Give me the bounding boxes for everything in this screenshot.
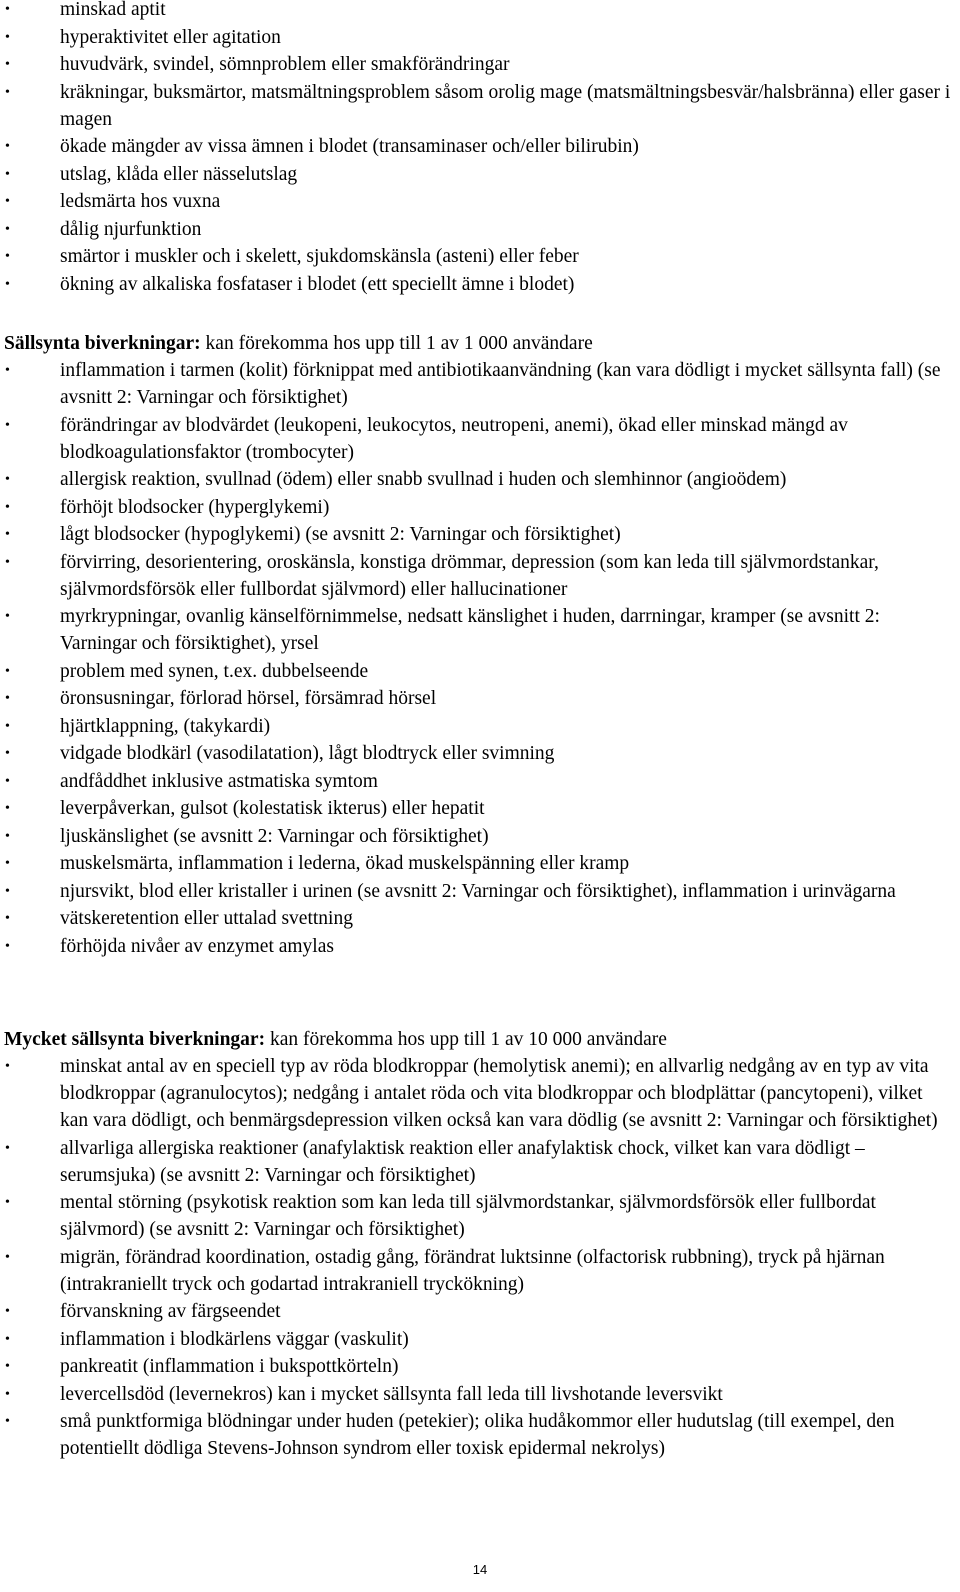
bullet-list <box>0 0 960 298</box>
bullet-icon: • <box>5 911 10 926</box>
list-item <box>0 658 960 685</box>
list-item <box>0 188 960 215</box>
list-item-text: utslag, klåda eller nässelutslag <box>60 163 298 185</box>
bullet-icon: • <box>5 609 10 624</box>
bullet-icon: • <box>5 84 10 100</box>
list-item-text: hjärtklappning, (takykardi) <box>60 715 271 737</box>
bullet-icon: • <box>5 883 10 899</box>
bullet-icon: • <box>5 29 10 45</box>
list-item-text: myrkrypningar, ovanlig känselförnimmelse, nedsatt känslighet i huden, darrningar, kramper (se avsnitt 2: Varningar och försiktighet), yrsel <box>60 606 880 654</box>
list-item-text: ökning av alkaliska fosfataser i blodet (ett speciellt ämne i blodet) <box>60 273 575 295</box>
bullet-icon: • <box>5 527 10 542</box>
bullet-icon: • <box>5 663 10 679</box>
list-item-text: små punktformiga blödningar under huden (petekier); olika hudåkommor eller hudutslag (till exempel, den potentiellt dödliga Stevens-Johnson syndrom eller toxisk epidermal nekrolys) <box>60 1411 895 1459</box>
list-item-text: andfåddhet inklusive astmatiska symtom <box>60 770 378 792</box>
list-item <box>0 795 960 822</box>
bullet-icon: • <box>5 1140 10 1156</box>
bullet-icon: • <box>5 1331 10 1347</box>
list-item-text: vidgade blodkärl (vasodilatation), lågt blodtryck eller svimning <box>60 743 555 764</box>
list-item-text: ökade mängder av vissa ämnen i blodet (transaminaser och/eller bilirubin) <box>60 136 639 157</box>
list-item <box>0 549 960 603</box>
list-item-text: inflammation i tarmen (kolit) förknippat med antibiotikaanvändning (kan vara dödligt i mycket sällsynta fall) (se avsnitt 2: Varningar och försiktighet) <box>60 360 941 408</box>
bullet-icon: • <box>5 1386 10 1402</box>
rare-heading-bold: Sällsynta biverkningar: <box>4 333 201 354</box>
list-item <box>0 133 960 160</box>
list-item-text: ledsmärta hos vuxna <box>60 191 221 212</box>
bullet-icon: • <box>5 276 10 292</box>
list-item-text: förvanskning av färgseendet <box>60 1301 281 1322</box>
very-rare-section-heading <box>0 1026 960 1053</box>
list-item-text: ljuskänslighet (se avsnitt 2: Varningar och försiktighet) <box>60 825 489 847</box>
bullet-icon: • <box>5 1249 10 1265</box>
list-item-text: levercellsdöd (levernekros) kan i mycket sällsynta fall leda till livshotande leversvikt <box>60 1383 723 1405</box>
list-item <box>0 1189 960 1243</box>
bullet-icon: • <box>5 773 10 789</box>
list-item-text: mental störning (psykotisk reaktion som kan leda till självmordstankar, självmordsförsök eller fullbordat självmord) (se avsnitt 2: Varningar och försiktighet) <box>60 1192 876 1240</box>
bullet-icon: • <box>5 691 10 706</box>
list-item-text: kräkningar, buksmärtor, matsmältningsproblem såsom orolig mage (matsmältningsbesvär/halsbränna) eller gaser i magen <box>60 81 951 130</box>
rare-side-effects-section <box>0 330 960 960</box>
list-item <box>0 271 960 298</box>
bullet-icon: • <box>5 801 10 816</box>
list-item <box>0 494 960 521</box>
list-item <box>0 466 960 493</box>
list-item-text: förändringar av blodvärdet (leukopeni, leukocytos, neutropeni, anemi), ökad eller minskad mängd av blodkoagulationsfaktor (trombocyter) <box>60 414 848 463</box>
bullet-icon: • <box>5 1059 10 1074</box>
list-item <box>0 1326 960 1353</box>
list-item-text: allvarliga allergiska reaktioner (anafylaktisk reaktion eller anafylaktisk chock, vilket kan vara dödligt – serumsjuka) (se avsnitt 2: Varningar och försiktighet) <box>60 1137 865 1186</box>
list-item-text: inflammation i blodkärlens väggar (vaskulit) <box>60 1328 409 1350</box>
list-item <box>0 1353 960 1380</box>
bullet-icon: • <box>5 856 10 871</box>
list-item <box>0 1381 960 1408</box>
list-item <box>0 51 960 78</box>
list-item <box>0 878 960 905</box>
bullet-icon: • <box>5 554 10 570</box>
list-item <box>0 905 960 932</box>
list-item-text: hyperaktivitet eller agitation <box>60 26 281 48</box>
rare-section-heading <box>0 330 960 357</box>
list-item <box>0 713 960 740</box>
bullet-icon: • <box>5 938 10 954</box>
bullet-list <box>0 357 960 960</box>
list-item <box>0 161 960 188</box>
very-rare-heading-text: kan förekomma hos upp till 1 av 10 000 användare <box>265 1029 667 1050</box>
list-item-text: öronsusningar, förlorad hörsel, försämrad hörsel <box>60 688 437 709</box>
list-item-text: allergisk reaktion, svullnad (ödem) eller snabb svullnad i huden och slemhinnor (angioödem) <box>60 469 787 490</box>
list-item-text: dålig njurfunktion <box>60 218 202 240</box>
list-item-text: minskat antal av en speciell typ av röda blodkroppar (hemolytisk anemi); en allvarlig nedgång av en typ av vita blodkroppar (agranulocytos); nedgång i antalet röda och vita blodkroppar och blodplättar (pancytopeni), vilket kan vara dödligt, och benmärgsdepression vilken också kan vara dödlig (se avsnitt 2: Varningar och försiktighet) <box>60 1056 938 1131</box>
list-item-text: migrän, förändrad koordination, ostadig gång, förändrat luktsinne (olfactorisk rubbning), tryck på hjärnan (intrakraniellt tryck och godartad intrakraniell tryckökning) <box>60 1246 885 1295</box>
list-item-text: njursvikt, blod eller kristaller i urinen (se avsnitt 2: Varningar och försiktighet), inflammation i urinvägarna <box>60 880 896 902</box>
list-item <box>0 0 960 23</box>
list-item <box>0 685 960 712</box>
list-item-text: förvirring, desorientering, oroskänsla, konstiga drömmar, depression (som kan leda till självmordstankar, självmordsförsök eller fullbordat självmord) eller hallucinationer <box>60 551 879 600</box>
list-item-text: vätskeretention eller uttalad svettning <box>60 908 353 929</box>
list-item <box>0 850 960 877</box>
list-item-text: leverpåverkan, gulsot (kolestatisk ikterus) eller hepatit <box>60 798 485 819</box>
bullet-list <box>0 1053 960 1462</box>
bullet-icon: • <box>5 1304 10 1319</box>
bullet-icon: • <box>5 746 10 761</box>
page-number: 14 <box>472 1562 488 1577</box>
list-item-text: förhöjda nivåer av enzymet amylas <box>60 935 334 957</box>
bullet-icon: • <box>5 2 10 17</box>
list-item <box>0 768 960 795</box>
bullet-icon: • <box>5 57 10 72</box>
bullet-icon: • <box>5 499 10 515</box>
list-item <box>0 740 960 767</box>
list-item-text: smärtor i muskler och i skelett, sjukdomskänsla (asteni) eller feber <box>60 246 579 267</box>
bullet-icon: • <box>5 1359 10 1374</box>
list-item <box>0 603 960 657</box>
list-item <box>0 243 960 270</box>
list-item-text: förhöjt blodsocker (hyperglykemi) <box>60 496 330 518</box>
list-item <box>0 1053 960 1134</box>
list-item <box>0 412 960 466</box>
bullet-icon: • <box>5 221 10 237</box>
list-item <box>0 933 960 960</box>
list-item <box>0 1135 960 1189</box>
list-item <box>0 823 960 850</box>
list-item <box>0 1408 960 1462</box>
list-item <box>0 521 960 548</box>
common-side-effects-list-continued <box>0 0 960 298</box>
bullet-icon: • <box>5 139 10 154</box>
bullet-icon: • <box>5 363 10 378</box>
list-item <box>0 1244 960 1298</box>
list-item-text: minskad aptit <box>60 0 166 20</box>
very-rare-heading-bold: Mycket sällsynta biverkningar: <box>4 1029 266 1050</box>
list-item-text: pankreatit (inflammation i bukspottkörteln) <box>60 1356 399 1377</box>
bullet-icon: • <box>5 249 10 264</box>
rare-heading-text: kan förekomma hos upp till 1 av 1 000 användare <box>200 333 593 354</box>
list-item-text: muskelsmärta, inflammation i lederna, ökad muskelspänning eller kramp <box>60 853 630 874</box>
list-item-text: huvudvärk, svindel, sömnproblem eller smakförändringar <box>60 54 510 75</box>
bullet-icon: • <box>5 718 10 734</box>
bullet-icon: • <box>5 472 10 487</box>
bullet-icon: • <box>5 1414 10 1429</box>
bullet-icon: • <box>5 828 10 844</box>
list-item-text: problem med synen, t.ex. dubbelseende <box>60 660 369 682</box>
list-item <box>0 24 960 51</box>
list-item <box>0 216 960 243</box>
bullet-icon: • <box>5 417 10 433</box>
bullet-icon: • <box>5 166 10 182</box>
very-rare-side-effects-section <box>0 1026 960 1463</box>
list-item <box>0 1298 960 1325</box>
bullet-icon: • <box>5 194 10 209</box>
list-item <box>0 79 960 133</box>
list-item <box>0 357 960 411</box>
list-item-text: lågt blodsocker (hypoglykemi) (se avsnitt 2: Varningar och försiktighet) <box>60 524 621 545</box>
bullet-icon: • <box>5 1195 10 1210</box>
